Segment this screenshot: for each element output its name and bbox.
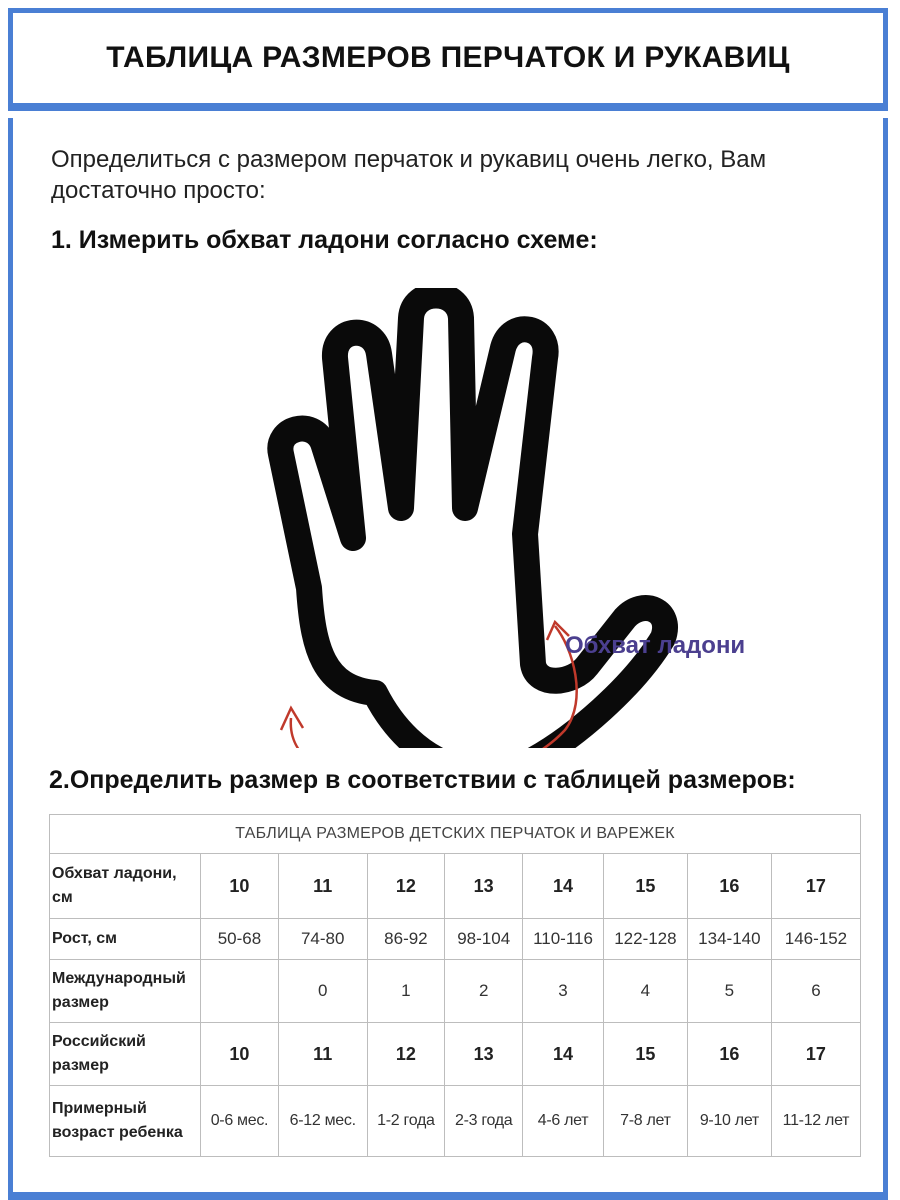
- table-cell: 12: [367, 1023, 445, 1086]
- table-cell: 5: [687, 960, 771, 1023]
- row-header: Российский размер: [50, 1023, 201, 1086]
- table-cell: 146-152: [771, 919, 860, 960]
- table-cell: 4-6 лет: [523, 1086, 604, 1157]
- table-row-intl-size: [50, 960, 861, 1023]
- table-cell: 11: [278, 1023, 367, 1086]
- row-header: Международный размер: [50, 960, 201, 1023]
- table-cell: 9-10 лет: [687, 1086, 771, 1157]
- table-cell: 17: [771, 1023, 860, 1086]
- hand-diagram: [13, 288, 883, 748]
- table-row-age: [50, 1086, 861, 1157]
- hand-outline-icon: [280, 296, 665, 749]
- row-header: Примерный возраст ребенка: [50, 1086, 201, 1157]
- table-cell: 15: [603, 1023, 687, 1086]
- table-cell: [201, 960, 279, 1023]
- table-cell: 6: [771, 960, 860, 1023]
- page-title: ТАБЛИЦА РАЗМЕРОВ ПЕРЧАТОК И РУКАВИЦ: [106, 41, 790, 74]
- table-cell: 10: [201, 1023, 279, 1086]
- table-cell: 11-12 лет: [771, 1086, 860, 1157]
- table-cell: 14: [523, 854, 604, 919]
- table-cell: 50-68: [201, 919, 279, 960]
- step-2-heading: 2.Определить размер в соответствии с таблицей размеров:: [49, 766, 796, 794]
- table-cell: 10: [201, 854, 279, 919]
- table-cell: 110-116: [523, 919, 604, 960]
- table-cell: 3: [523, 960, 604, 1023]
- table-cell: 13: [445, 854, 523, 919]
- intro-text: Определиться с размером перчаток и рукавиц очень легко, Вам достаточно просто:: [51, 146, 767, 204]
- table-cell: 134-140: [687, 919, 771, 960]
- table-cell: 1: [367, 960, 445, 1023]
- table-cell: 4: [603, 960, 687, 1023]
- table-row-height: [50, 919, 861, 960]
- table-cell: 16: [687, 854, 771, 919]
- table-cell: 7-8 лет: [603, 1086, 687, 1157]
- table-cell: 2-3 года: [445, 1086, 523, 1157]
- table-cell: 13: [445, 1023, 523, 1086]
- table-row-ru-size: [50, 1023, 861, 1086]
- hand-illustration: [13, 288, 883, 748]
- table-cell: 11: [278, 854, 367, 919]
- table-cell: 17: [771, 854, 860, 919]
- table-cell: 12: [367, 854, 445, 919]
- content-box: [8, 118, 888, 1200]
- header-box: [8, 8, 888, 111]
- step-1-heading: 1. Измерить обхват ладони согласно схеме:: [51, 226, 598, 254]
- table-cell: 122-128: [603, 919, 687, 960]
- table-cell: 16: [687, 1023, 771, 1086]
- table-cell: 14: [523, 1023, 604, 1086]
- table-cell: 6-12 мес.: [278, 1086, 367, 1157]
- table-cell: 86-92: [367, 919, 445, 960]
- row-header: Обхват ладони, см: [50, 854, 201, 919]
- table-cell: 2: [445, 960, 523, 1023]
- row-header: Рост, см: [50, 919, 201, 960]
- table-cell: 74-80: [278, 919, 367, 960]
- table-caption: ТАБЛИЦА РАЗМЕРОВ ДЕТСКИХ ПЕРЧАТОК И ВАРЕЖЕК: [50, 815, 861, 854]
- table-cell: 15: [603, 854, 687, 919]
- table-cell: 1-2 года: [367, 1086, 445, 1157]
- table-cell: 98-104: [445, 919, 523, 960]
- size-table: [49, 814, 861, 1157]
- table-cell: 0-6 мес.: [201, 1086, 279, 1157]
- table-row-girth: [50, 854, 861, 919]
- table-cell: 0: [278, 960, 367, 1023]
- palm-girth-label: Обхват ладони: [565, 632, 746, 659]
